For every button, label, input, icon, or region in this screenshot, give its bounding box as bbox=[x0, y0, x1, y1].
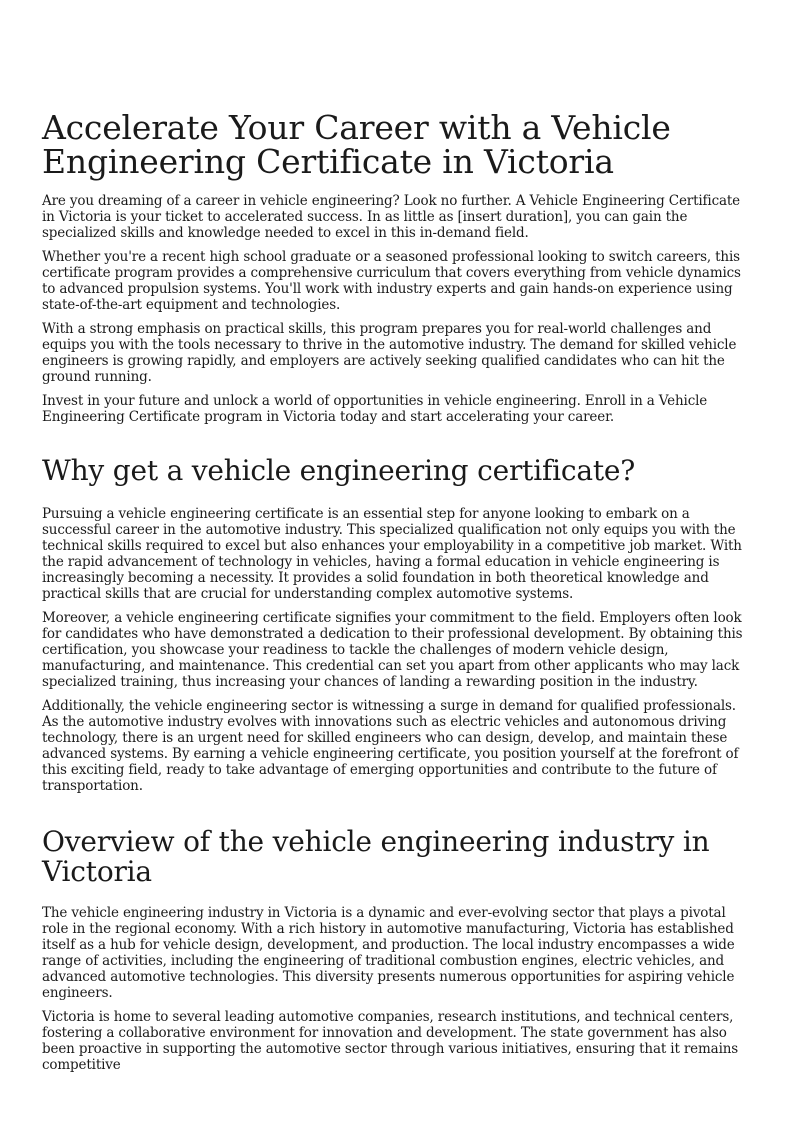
section-why-certificate bbox=[42, 506, 754, 794]
section-2-paragraph-2: Victoria is home to several leading automotive companies, research institutions, and technical centers, fostering a collaborative environment for innovation and development. The state government has also been proactive in supporting the automotive sector through various initiatives, ensuring that it remains competitive bbox=[42, 1009, 739, 1073]
section-heading-why-certificate: Why get a vehicle engineering certificate? bbox=[42, 454, 636, 487]
section-heading-industry-overview: Overview of the vehicle engineering industry in Victoria bbox=[42, 825, 710, 888]
intro-section bbox=[42, 193, 754, 425]
section-industry-overview bbox=[42, 905, 754, 1073]
section-1-paragraph-2: Moreover, a vehicle engineering certificate signifies your commitment to the field. Employers often look for candidates who have demonstrated a dedication to their professional development. By obtaining this certification, you showcase your readiness to tackle the challenges of modern vehicle design, manufacturing, and maintenance. This credential can set you apart from other applicants who may lack specialized training, thus increasing your chances of landing a rewarding position in the industry. bbox=[42, 610, 743, 690]
section-1-paragraph-1: Pursuing a vehicle engineering certificate is an essential step for anyone looking to embark on a successful career in the automotive industry. This specialized qualification not only equips you with the technical skills required to excel but also enhances your employability in a competitive job market. With the rapid advancement of technology in vehicles, having a formal education in vehicle engineering is increasingly becoming a necessity. It provides a solid foundation in both theoretical knowledge and practical skills that are crucial for understanding complex automotive systems. bbox=[42, 506, 742, 602]
intro-paragraph-4: Invest in your future and unlock a world of opportunities in vehicle engineering. Enroll in a Vehicle Engineering Certificate program in Victoria today and start accelerating your career. bbox=[42, 393, 708, 425]
intro-paragraph-1: Are you dreaming of a career in vehicle engineering? Look no further. A Vehicle Engineering Certificate in Victoria is your ticket to accelerated success. In as little as [insert duration], you can gain the specialized skills and knowledge needed to excel in this in-demand field. bbox=[42, 193, 740, 241]
page-title: Accelerate Your Career with a Vehicle Engineering Certificate in Victoria bbox=[42, 108, 671, 181]
intro-paragraph-3: With a strong emphasis on practical skills, this program prepares you for real-world challenges and equips you with the tools necessary to thrive in the automotive industry. The demand for skilled vehicle engineers is growing rapidly, and employers are actively seeking qualified candidates who can hit the ground running. bbox=[42, 321, 737, 385]
intro-paragraph-2: Whether you're a recent high school graduate or a seasoned professional looking to switch careers, this certificate program provides a comprehensive curriculum that covers everything from vehicle dynamics to advanced propulsion systems. You'll work with industry experts and gain hands-on experience using state-of-the-art equipment and technologies. bbox=[42, 249, 741, 313]
section-1-paragraph-3: Additionally, the vehicle engineering sector is witnessing a surge in demand for qualified professionals. As the automotive industry evolves with innovations such as electric vehicles and autonomous driving technology, there is an urgent need for skilled engineers who can design, develop, and maintain these advanced systems. By earning a vehicle engineering certificate, you position yourself at the forefront of this exciting field, ready to take advantage of emerging opportunities and contribute to the future of transportation. bbox=[42, 698, 739, 794]
section-2-paragraph-1: The vehicle engineering industry in Victoria is a dynamic and ever-evolving sector that plays a pivotal role in the regional economy. With a rich history in automotive manufacturing, Victoria has established itself as a hub for vehicle design, development, and production. The local industry encompasses a wide range of activities, including the engineering of traditional combustion engines, electric vehicles, and advanced automotive technologies. This diversity presents numerous opportunities for aspiring vehicle engineers. bbox=[42, 905, 735, 1001]
